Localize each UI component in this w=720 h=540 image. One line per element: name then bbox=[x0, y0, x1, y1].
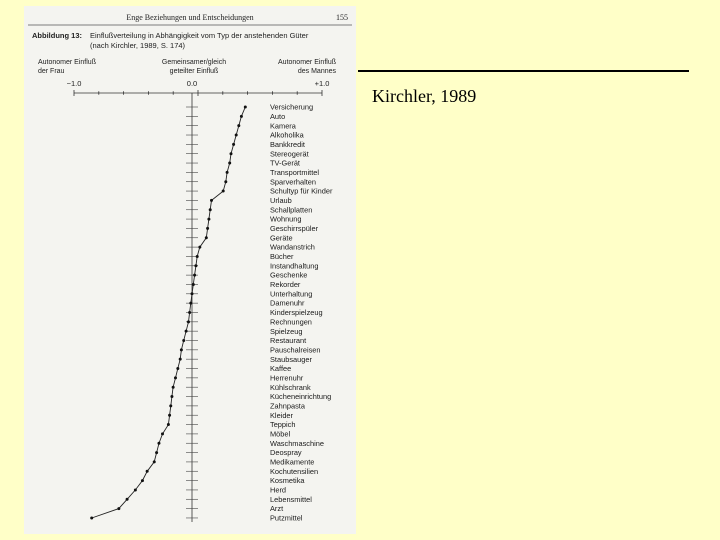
category-label: Medikamente bbox=[270, 457, 315, 467]
category-label: Kamera bbox=[270, 121, 296, 131]
data-point bbox=[230, 152, 233, 155]
data-point bbox=[172, 386, 175, 389]
category-labels bbox=[270, 103, 333, 523]
category-label: Urlaub bbox=[270, 196, 292, 205]
caption-rule bbox=[358, 70, 689, 72]
data-point bbox=[155, 451, 158, 454]
page-header: Enge Beziehungen und Entscheidungen bbox=[126, 13, 254, 22]
data-point bbox=[161, 432, 164, 435]
data-point bbox=[170, 395, 173, 398]
data-point bbox=[157, 442, 160, 445]
category-label: Restaurant bbox=[270, 336, 307, 346]
data-point bbox=[207, 218, 210, 221]
data-point bbox=[196, 255, 199, 258]
data-point bbox=[141, 479, 144, 482]
data-point bbox=[146, 470, 149, 473]
category-label: Deospray bbox=[270, 448, 302, 458]
category-label: Waschmaschine bbox=[270, 438, 324, 448]
category-label: Möbel bbox=[270, 429, 291, 439]
data-point bbox=[224, 180, 227, 183]
category-label: Stereogerät bbox=[270, 149, 309, 159]
series-line bbox=[92, 107, 246, 518]
data-point bbox=[192, 283, 195, 286]
data-point bbox=[244, 106, 247, 109]
category-label: Kühlschrank bbox=[270, 382, 311, 392]
center-axis-label: Gemeinsamer/gleich bbox=[161, 59, 227, 66]
data-point bbox=[179, 358, 182, 361]
data-point bbox=[185, 330, 188, 333]
left-axis-label-2: der Frau bbox=[38, 68, 65, 75]
category-label: Kücheneinrichtung bbox=[270, 392, 332, 402]
influence-chart bbox=[24, 6, 356, 534]
data-point bbox=[232, 143, 235, 146]
category-label: Sparverhalten bbox=[270, 177, 317, 187]
data-point bbox=[240, 115, 243, 118]
data-point bbox=[222, 190, 225, 193]
category-label: Instandhaltung bbox=[270, 261, 319, 271]
data-point bbox=[168, 414, 171, 417]
right-axis-label-2: des Mannes bbox=[297, 68, 336, 75]
data-point bbox=[206, 227, 209, 230]
category-label: Transportmittel bbox=[270, 167, 320, 177]
data-point bbox=[194, 264, 197, 267]
category-label: Bankkredit bbox=[270, 139, 305, 149]
category-label: Spielzeug bbox=[270, 326, 303, 336]
category-label: Kleider bbox=[270, 410, 294, 420]
page-number: 155 bbox=[336, 13, 348, 22]
data-point bbox=[205, 236, 208, 239]
tick-label-right: +1.0 bbox=[314, 79, 330, 88]
data-point bbox=[210, 199, 213, 202]
data-point bbox=[188, 311, 191, 314]
category-label: Staubsauger bbox=[270, 354, 312, 364]
category-label: Kochutensilien bbox=[270, 466, 319, 476]
category-label: Geschirrspüler bbox=[270, 224, 319, 234]
category-label: Damenuhr bbox=[270, 298, 305, 308]
data-point bbox=[174, 376, 177, 379]
category-label: Geräte bbox=[270, 233, 293, 243]
category-label: Herrenuhr bbox=[270, 373, 304, 383]
category-label: Teppich bbox=[270, 420, 296, 430]
tick-label-left: −1.0 bbox=[66, 79, 82, 88]
category-label: Pauschalreisen bbox=[270, 345, 321, 355]
data-point bbox=[237, 124, 240, 127]
tick-label-center: 0.0 bbox=[186, 79, 198, 88]
data-point bbox=[193, 274, 196, 277]
data-point bbox=[226, 171, 229, 174]
category-label: Geschenke bbox=[270, 270, 308, 280]
figure-label: Abbildung 13: bbox=[32, 31, 82, 40]
category-label: Schallplatten bbox=[270, 205, 313, 215]
category-label: Putzmittel bbox=[270, 513, 303, 523]
data-point bbox=[167, 423, 170, 426]
category-label: Wohnung bbox=[270, 214, 302, 224]
data-point bbox=[187, 320, 190, 323]
category-label: Rekorder bbox=[270, 280, 301, 290]
scanned-page bbox=[24, 6, 356, 534]
category-label: Wandanstrich bbox=[270, 242, 315, 252]
category-label: Schultyp für Kinder bbox=[270, 186, 333, 196]
category-label: TV-Gerät bbox=[270, 158, 300, 168]
data-point bbox=[153, 460, 156, 463]
data-marks bbox=[90, 106, 247, 520]
slide-caption: Kirchler, 1989 bbox=[372, 86, 477, 106]
data-point bbox=[189, 302, 192, 305]
center-axis-label-2: geteilter Einfluß bbox=[169, 68, 219, 75]
category-label: Unterhaltung bbox=[270, 289, 313, 299]
data-point bbox=[228, 162, 231, 165]
right-axis-label: Autonomer Einfluß bbox=[278, 59, 336, 66]
category-label: Bücher bbox=[270, 252, 294, 262]
category-label: Kosmetika bbox=[270, 476, 305, 486]
data-point bbox=[169, 404, 172, 407]
left-axis-label: Autonomer Einfluß bbox=[38, 59, 96, 66]
figure-source: (nach Kirchler, 1989, S. 174) bbox=[90, 41, 186, 50]
category-label: Kinderspielzeug bbox=[270, 308, 323, 318]
category-label: Kaffee bbox=[270, 364, 292, 374]
data-point bbox=[182, 339, 185, 342]
data-point bbox=[191, 292, 194, 295]
data-point bbox=[126, 498, 129, 501]
figure-title: Einflußverteilung in Abhängigkeit vom Typ der anstehenden Güter bbox=[90, 31, 309, 40]
category-label: Auto bbox=[270, 111, 286, 121]
data-point bbox=[235, 134, 238, 137]
category-label: Arzt bbox=[270, 504, 284, 514]
category-label: Rechnungen bbox=[270, 317, 312, 327]
data-point bbox=[134, 488, 137, 491]
category-label: Lebensmittel bbox=[270, 494, 312, 504]
data-point bbox=[176, 367, 179, 370]
category-label: Herd bbox=[270, 485, 287, 495]
data-point bbox=[117, 507, 120, 510]
data-point bbox=[209, 208, 212, 211]
data-point bbox=[198, 246, 201, 249]
category-label: Versicherung bbox=[270, 102, 314, 112]
data-point bbox=[180, 348, 183, 351]
data-point bbox=[90, 516, 93, 519]
category-label: Alkoholika bbox=[270, 130, 304, 140]
category-label: Zahnpasta bbox=[270, 401, 305, 411]
